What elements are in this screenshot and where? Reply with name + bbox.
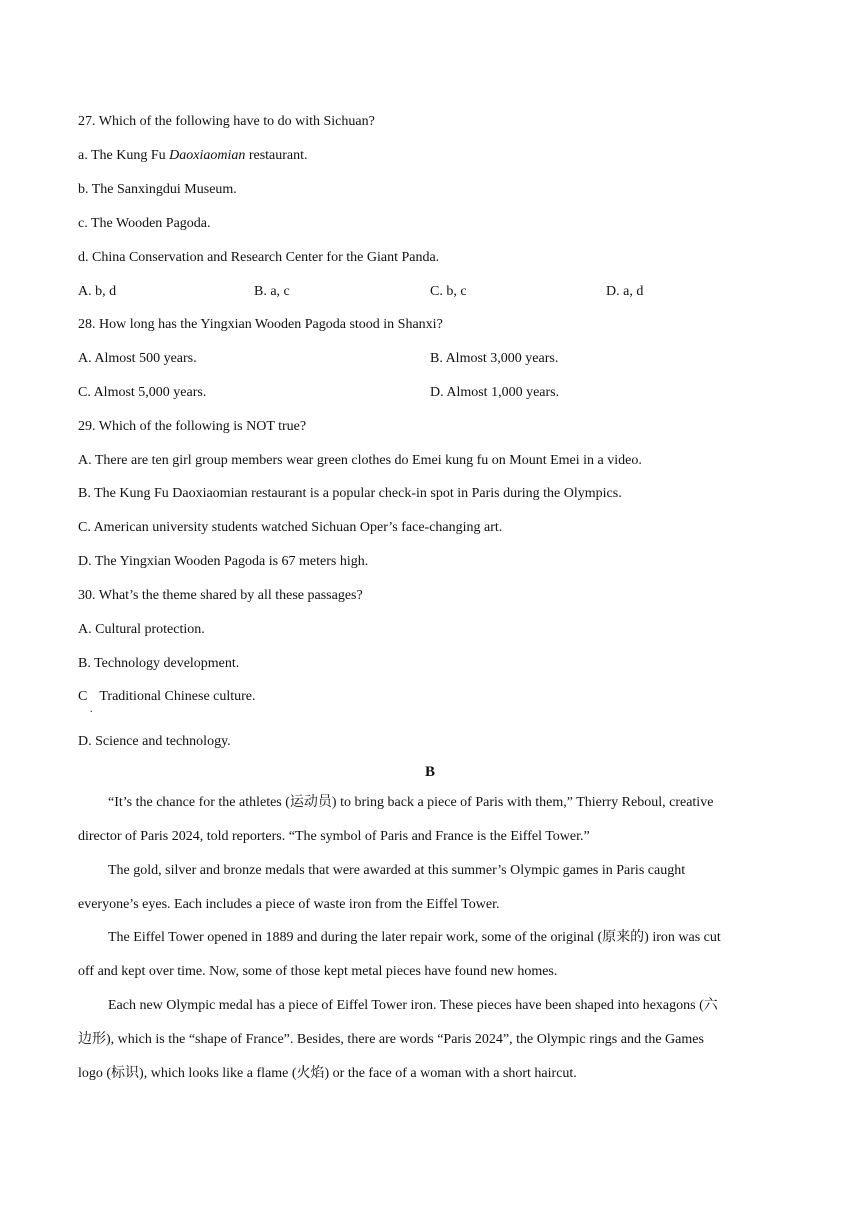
paragraph-line: 边形), which is the “shape of France”. Besides, there are words “Paris 2024”, the Olympic rings and the Games [78, 1032, 704, 1047]
paragraph-line: Each new Olympic medal has a piece of Eiffel Tower iron. These pieces have been shaped into hexagons (六 [108, 998, 718, 1013]
q27-option-a: A. b, d [78, 284, 117, 299]
q30-option-a: A. Cultural protection. [78, 622, 205, 637]
paragraph-line: The gold, silver and bronze medals that were awarded at this summer’s Olympic games in Paris caught [108, 863, 686, 878]
q27-item-a: a. The Kung Fu Daoxiaomian restaurant. [78, 148, 308, 163]
q30-option-c [78, 688, 256, 706]
q30-stem: 30. What’s the theme shared by all these passages? [78, 588, 363, 603]
q30-option-c-dot: . [90, 704, 93, 715]
q30-option-c-letter: C [78, 689, 88, 704]
q27-item-a-italic: Daoxiaomian [169, 148, 246, 163]
q29-option-b: B. The Kung Fu Daoxiaomian restaurant is a popular check-in spot in Paris during the Olympics. [78, 486, 622, 501]
paragraph-line: off and kept over time. Now, some of those kept metal pieces have found new homes. [78, 964, 558, 979]
paragraph-line: director of Paris 2024, told reporters. “The symbol of Paris and France is the Eiffel Tower.” [78, 829, 590, 844]
q27-item-c: c. The Wooden Pagoda. [78, 216, 211, 231]
q30-option-c-text: Traditional Chinese culture. [99, 689, 256, 704]
q29-option-a: A. There are ten girl group members wear green clothes do Emei kung fu on Mount Emei in a video. [78, 453, 642, 468]
q27-option-b: B. a, c [254, 284, 290, 299]
q28-option-b: B. Almost 3,000 years. [430, 351, 559, 366]
section-b-heading: B [424, 764, 435, 780]
q27-item-d: d. China Conservation and Research Center for the Giant Panda. [78, 250, 440, 265]
paragraph-line: “It’s the chance for the athletes (运动员) to bring back a piece of Paris with them,” Thierry Reboul, creative [108, 795, 714, 810]
q29-stem: 29. Which of the following is NOT true? [78, 419, 307, 434]
q29-option-d: D. The Yingxian Wooden Pagoda is 67 meters high. [78, 554, 369, 569]
paragraph-line: everyone’s eyes. Each includes a piece of waste iron from the Eiffel Tower. [78, 897, 500, 912]
q28-stem: 28. How long has the Yingxian Wooden Pagoda stood in Shanxi? [78, 317, 443, 332]
q30-option-b: B. Technology development. [78, 656, 240, 671]
q27-option-c: C. b, c [430, 284, 467, 299]
paragraph-line: logo (标识), which looks like a flame (火焰) or the face of a woman with a short haircut. [78, 1066, 577, 1081]
q28-option-c: C. Almost 5,000 years. [78, 385, 207, 400]
q27-item-b: b. The Sanxingdui Museum. [78, 182, 237, 197]
q27-option-d: D. a, d [606, 284, 644, 299]
q30-option-d: D. Science and technology. [78, 734, 231, 749]
q29-option-c: C. American university students watched Sichuan Oper’s face-changing art. [78, 520, 503, 535]
q28-option-d: D. Almost 1,000 years. [430, 385, 560, 400]
q27-stem: 27. Which of the following have to do with Sichuan? [78, 114, 375, 129]
q28-option-a: A. Almost 500 years. [78, 351, 197, 366]
paragraph-line: The Eiffel Tower opened in 1889 and during the later repair work, some of the original (原来的) iron was cut [108, 930, 721, 945]
